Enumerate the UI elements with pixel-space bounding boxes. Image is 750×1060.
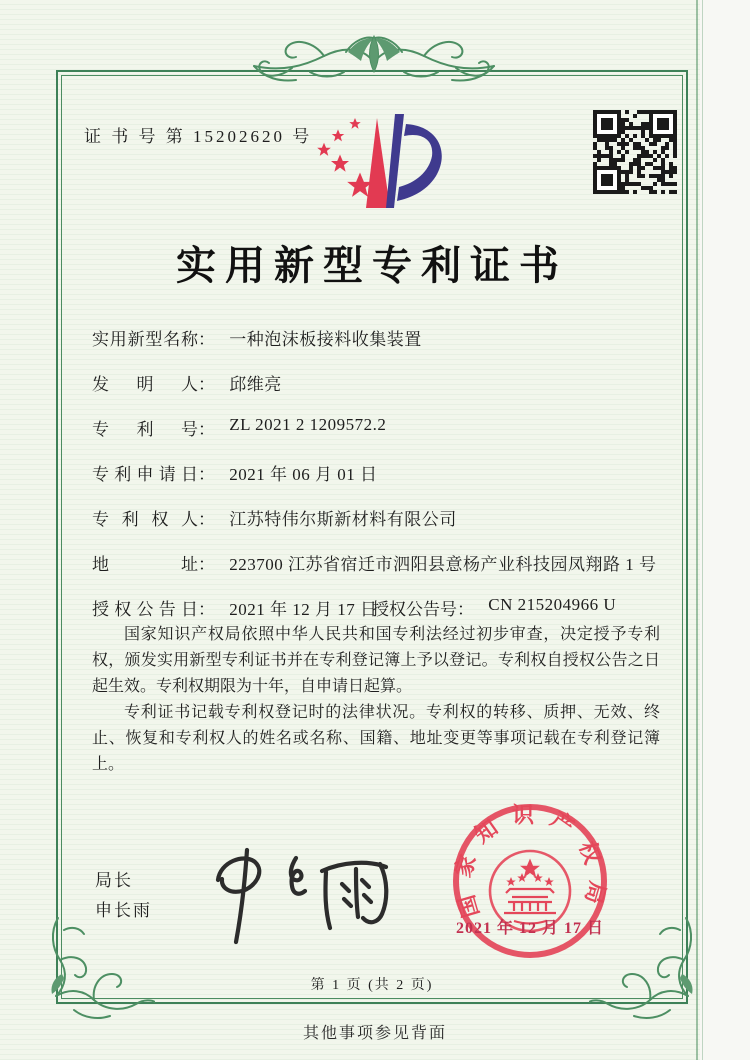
field-address: 地址： 223700 江苏省宿迁市泗阳县意杨产业科技园凤翔路 1 号 xyxy=(92,545,658,590)
field-label: 专利权人 xyxy=(92,510,198,529)
field-value: 2021 年 06 月 01 日 xyxy=(229,465,378,484)
field-label: 专利申请日 xyxy=(92,465,198,484)
qr-code xyxy=(593,110,677,194)
field-filing-date: 专利申请日： 2021 年 06 月 01 日 xyxy=(92,455,658,500)
field-value: ZL 2021 2 1209572.2 xyxy=(229,415,387,434)
field-list xyxy=(92,320,658,635)
signer-block xyxy=(95,866,152,926)
back-side-note: 其他事项参见背面 xyxy=(302,1025,447,1042)
page-edge-line xyxy=(696,0,703,1060)
field-value: 邱维亮 xyxy=(229,375,282,394)
certificate-title: 实用新型专利证书 xyxy=(176,243,568,288)
field-label: 地址 xyxy=(92,555,198,574)
certificate-number: 证 书 号 第 15202620 号 xyxy=(84,127,313,146)
field-grant-number: 授权公告号： CN 215204966 U xyxy=(372,595,617,619)
field-value: 2021 年 12 月 17 日 xyxy=(229,600,378,619)
signer-name: 申长雨 xyxy=(95,901,152,920)
cnipa-logo-icon xyxy=(298,110,450,216)
field-label: 授权公告日 xyxy=(92,600,198,619)
legal-text xyxy=(92,622,660,778)
seal-ring-text: 国家知识产权局 xyxy=(450,802,610,921)
director-signature-icon xyxy=(192,840,402,950)
field-value: 一种泡沫板接料收集装置 xyxy=(229,330,422,349)
page-number: 第 1 页 (共 2 页) xyxy=(310,978,434,993)
field-label: 实用新型名称 xyxy=(92,330,198,349)
seal-date: 2021 年 12 月 17 日 xyxy=(455,920,604,937)
field-value: 江苏特伟尔斯新材料有限公司 xyxy=(229,510,457,529)
field-inventor: 发明人： 邱维亮 xyxy=(92,365,658,410)
signer-title: 局长 xyxy=(95,871,133,890)
field-label: 发明人 xyxy=(92,375,198,394)
field-label: 专利号 xyxy=(92,420,198,439)
page-edge-strip xyxy=(700,0,750,1060)
field-grant-date: 授权公告日： 2021 年 12 月 17 日 授权公告号： CN 215204966 U xyxy=(92,595,617,619)
legal-paragraph-1: 国家知识产权局依照中华人民共和国专利法经过初步审查，决定授予专利权，颁发实用新型专利证书并在专利登记簿上予以登记。专利权自授权公告之日起生效。专利权期限为十年，自申请日起算。 xyxy=(92,626,660,695)
field-label: 授权公告号 xyxy=(372,600,457,619)
top-border-flourish-icon xyxy=(250,26,498,96)
field-value: CN 215204966 U xyxy=(488,595,617,614)
field-value: 223700 江苏省宿迁市泗阳县意杨产业科技园凤翔路 1 号 xyxy=(229,555,657,574)
legal-paragraph-2: 专利证书记载专利权登记时的法律状况。专利权的转移、质押、无效、终止、恢复和专利权人的姓名或名称、国籍、地址变更等事项记载在专利登记簿上。 xyxy=(92,704,660,773)
field-utility-model-name: 实用新型名称： 一种泡沫板接料收集装置 xyxy=(92,320,658,365)
field-patentee: 专利权人： 江苏特伟尔斯新材料有限公司 xyxy=(92,500,658,545)
field-patent-number: 专利号： ZL 2021 2 1209572.2 xyxy=(92,415,387,439)
